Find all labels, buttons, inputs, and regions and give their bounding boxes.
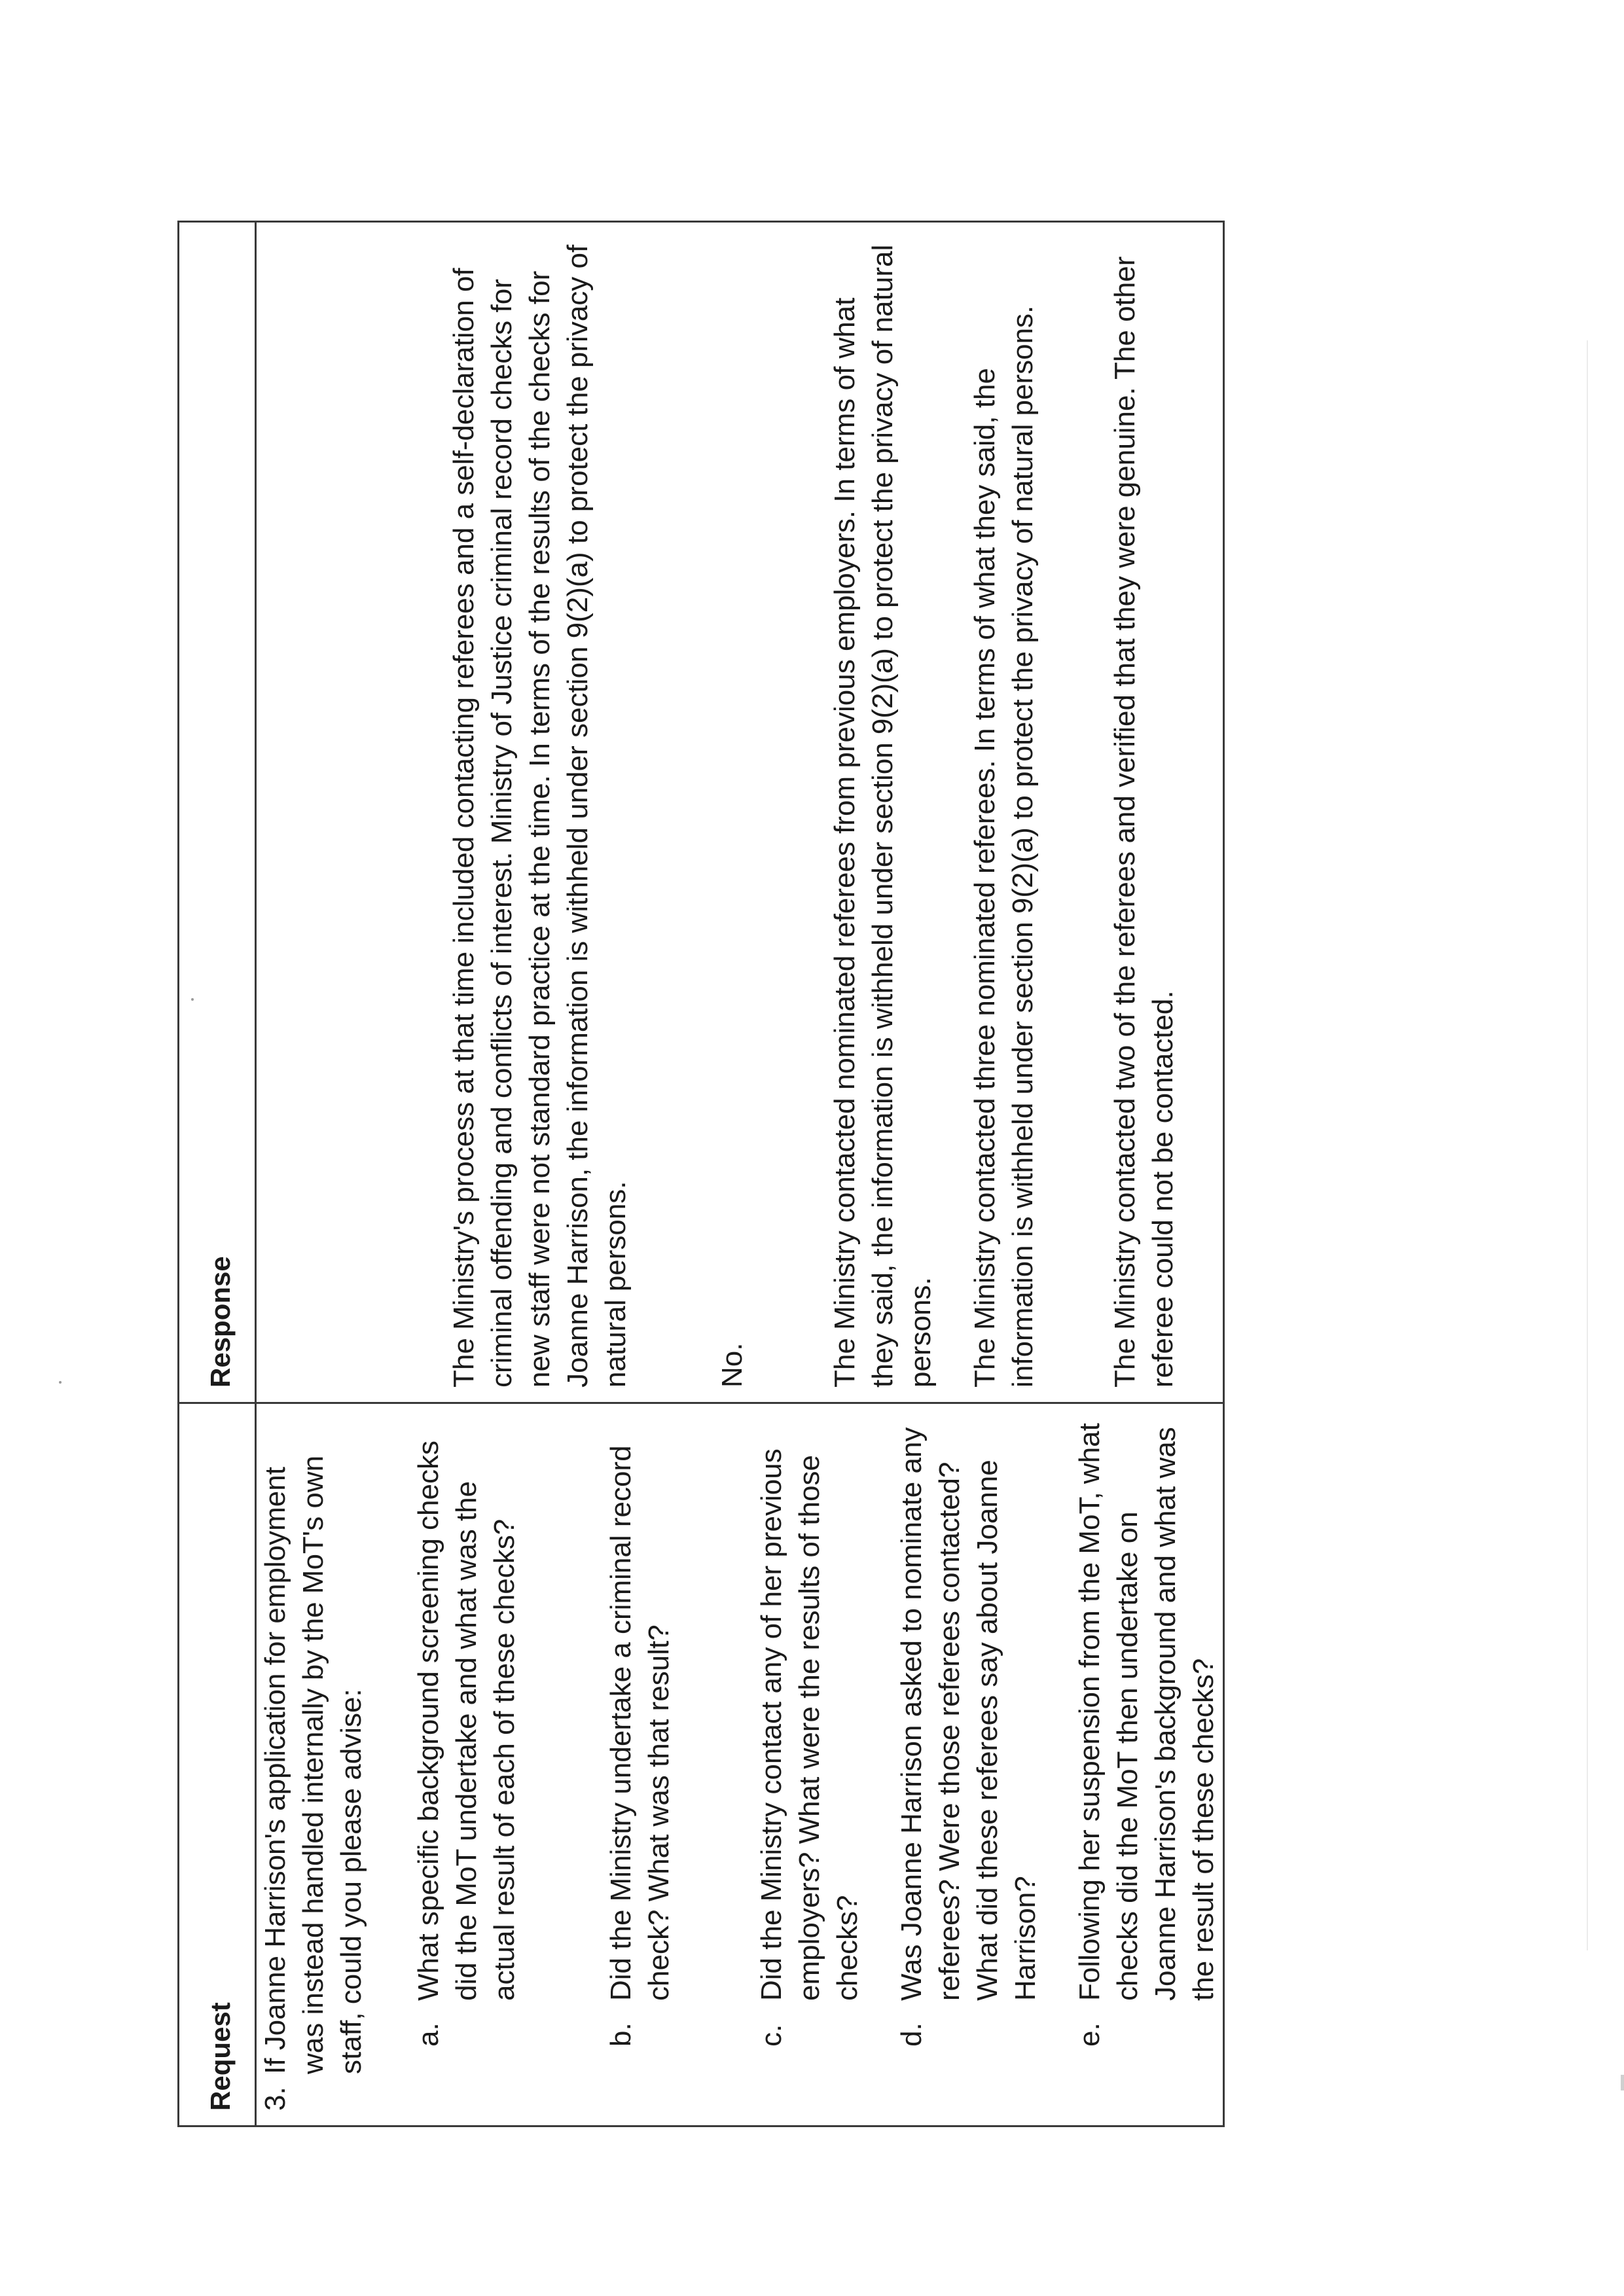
request-response-table [177, 221, 1225, 2127]
request-cell [256, 1403, 1224, 2126]
item-letter: e. [1074, 2022, 1106, 2047]
response-item-c: The Ministry contacted nominated referees from previous employers. In terms of what they said, the information is withheld under section 9(2)(a) to protect the privacy of natural persons. [829, 244, 937, 1388]
question-number: 3. [259, 2087, 291, 2111]
item-request-text: Was Joanne Harrison asked to nominate any referees? Were those referees contacted? What did these referees say about Joanne Harrison? [895, 1427, 1041, 2001]
response-item-e: The Ministry contacted two of the referees and verified that they were genuine. The other referee could not be contacted. [1109, 256, 1179, 1388]
question-text: If Joanne Harrison's application for employment was instead handled internally by the MoT's own staff, could you please advise: [259, 1455, 367, 2074]
item-letter: c. [755, 2024, 787, 2047]
scan-dot [59, 1381, 62, 1384]
scan-edge-mark [1621, 2075, 1624, 2090]
request-item-e [1071, 1418, 1223, 2047]
question-3 [257, 1418, 370, 2111]
table-header-row [179, 222, 256, 2126]
response-column-header: Response [179, 222, 256, 1403]
item-letter: a. [412, 2022, 444, 2047]
response-item-d: The Ministry contacted three nominated referees. In terms of what they said, the information is withheld under section 9(2)(a) to protect the privacy of natural persons. [969, 305, 1039, 1388]
request-column-header: Request [179, 1403, 256, 2126]
rotated-table-wrapper [205, 221, 1225, 2125]
item-request-text: What specific background screening checks did the MoT undertake and what was the actual result of each of these checks? [412, 1441, 520, 2001]
item-letter: d. [895, 2022, 928, 2047]
item-letter: b. [605, 2022, 637, 2047]
request-item-d [893, 1418, 1045, 2047]
response-item-b: No. [716, 1342, 748, 1388]
table-row [256, 222, 1224, 2126]
response-item-a: The Ministry's process at that time included contacting referees and a self-declaration of criminal offending and conflicts of interest. Ministry of Justice criminal record checks for new staff were not standard practice at the time. In terms of the results of the checks for Joanne Harrison, the information is withheld under section 9(2)(a) to protect the privacy of natural persons. [448, 244, 632, 1388]
scan-edge-shadow [1587, 340, 1588, 1950]
item-request-text: Following her suspension from the MoT, what checks did the MoT then undertake on Joanne Harrison's background and what was the result of these checks? [1074, 1423, 1219, 2001]
request-item-a [410, 1418, 524, 2047]
item-request-text: Did the Ministry contact any of her previous employers? What were the results of those checks? [755, 1448, 863, 2001]
request-item-b [602, 1418, 678, 2047]
item-request-text: Did the Ministry undertake a criminal record check? What was that result? [605, 1445, 675, 2001]
request-item-c [753, 1418, 867, 2047]
response-cell [256, 222, 1224, 1403]
